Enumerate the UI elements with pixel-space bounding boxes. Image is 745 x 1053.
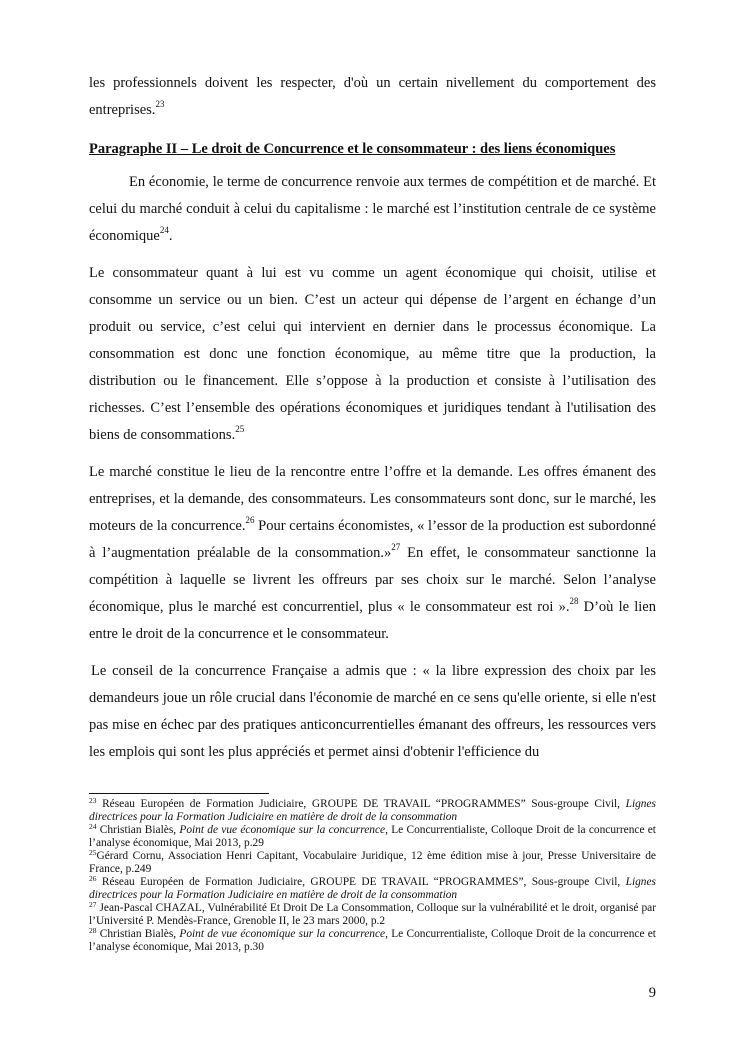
page-number: 9: [648, 985, 656, 1001]
paragraph-text: En économie, le terme de concurrence renvoie aux termes de compétition et de marché. Et celui du marché conduit à celui du capitalisme : le marché est l’institution centrale de ce système économique: [89, 174, 656, 244]
footnote-ref[interactable]: 25: [235, 424, 245, 434]
footnote-title: Lignes directrices pour la Formation Judiciaire en matière de droit de la consommation: [89, 798, 656, 823]
footnote-text: Gérard Cornu, Association Henri Capitant, Vocabulaire Juridique, 12 ème édition mise à jour, Presse Universitaire de France, p.249: [89, 850, 656, 875]
footnote-text: Christian Bialès,: [96, 824, 180, 836]
footnote-25: [89, 850, 656, 876]
footnote-number: 23: [89, 796, 97, 805]
footnote-title: Lignes directrices pour la Formation Judiciaire en matière de droit de la consommation: [89, 876, 656, 901]
paragraph-text: En effet, le consommateur sanctionne la compétition à laquelle se livrent les offreurs par ses choix sur le marché. Selon l’analyse économique, plus le marché est concurrentiel, plus « le consommateur est roi ».: [89, 545, 657, 615]
paragraph-economie: [89, 169, 656, 250]
paragraph-text: les professionnels doivent les respecter, d'où un certain nivellement du comportement des entreprises.: [89, 75, 656, 118]
paragraph-consommateur: [89, 260, 656, 449]
footnote-ref[interactable]: 26: [245, 515, 255, 525]
footnote-24: [89, 824, 656, 850]
paragraph-marche: [89, 459, 656, 648]
footnote-text: Christian Bialès,: [96, 928, 180, 940]
footnote-text: Jean-Pascal CHAZAL, Vulnérabilité Et Droit De La Consommation, Colloque sur la vulnérabilité et le droit, organisé par l’Université P. Mendès-France, Grenoble II, le 23 mars 2000, p.2: [89, 902, 656, 927]
footnote-text: Réseau Européen de Formation Judiciaire, GROUPE DE TRAVAIL “PROGRAMMES”, Sous-groupe Civil,: [96, 876, 626, 888]
paragraph-text: .: [168, 228, 173, 244]
footnote-number: 28: [89, 926, 97, 935]
footnote-ref[interactable]: 23: [155, 99, 165, 109]
footnote-number: 27: [89, 900, 97, 909]
footnote-title: Point de vue économique sur la concurrence: [179, 928, 386, 940]
footnote-27: [89, 902, 656, 928]
page-body: [89, 70, 656, 776]
paragraph-text: Pour certains économistes, « l’essor de la production est subordonné à l’augmentation préalable de la consommation.»: [89, 518, 656, 561]
footnote-23: [89, 798, 656, 824]
footnote-28: [89, 928, 656, 954]
paragraph-text: Le marché constitue le lieu de la rencontre entre l’offre et la demande. Les offres émanent des entreprises, et la demande, des consommateurs. Les consommateurs sont donc, sur le marché, les moteurs de la concurrence.: [89, 464, 656, 534]
footnote-ref[interactable]: 28: [569, 596, 579, 606]
footnote-number: 25: [89, 848, 97, 857]
footnotes: [89, 793, 656, 954]
footnote-number: 26: [89, 874, 97, 883]
footnote-text: Réseau Européen de Formation Judiciaire, GROUPE DE TRAVAIL “PROGRAMMES” Sous-groupe Civil,: [96, 798, 626, 810]
paragraph-text: D’où le lien entre le droit de la concurrence et le consommateur.: [89, 599, 656, 642]
section-heading: Paragraphe II – Le droit de Concurrence et le consommateur : des liens économiques: [89, 141, 616, 157]
footnote-text: , Le Concurrentialiste, Colloque Droit de la concurrence et l’analyse économique, Mai 2013, p.30: [89, 928, 656, 953]
paragraph-intro: [89, 70, 656, 124]
paragraph-conseil: Le conseil de la concurrence Française a admis que : « la libre expression des choix par les demandeurs joue un rôle crucial dans l'économie de marché en ce sens qu'elle oriente, si elle n'est pas mise en échec par des pratiques anticoncurrentielles émanant des offreurs, les ressources vers les emplois qui sont les plus appréciés et permet ainsi d'obtenir l'efficience du: [89, 663, 656, 760]
footnote-ref[interactable]: 27: [391, 542, 401, 552]
footnote-divider: [89, 793, 269, 794]
paragraph-text: Le consommateur quant à lui est vu comme un agent économique qui choisit, utilise et consomme un service ou un bien. C’est un acteur qui dépense de l’argent en échange d’un produit ou service, c’est celui qui intervient en dernier dans le processus économique. La consommation est donc une fonction économique, au même titre que la production, la distribution ou le financement. Elle s’oppose à la production et consiste à l’utilisation des richesses. C’est l’ensemble des opérations économiques et juridiques tendant à l'utilisation des biens de consommations.: [89, 265, 656, 443]
footnote-ref[interactable]: 24: [159, 225, 169, 235]
footnote-title: Point de vue économique sur la concurrence: [179, 824, 386, 836]
footnote-26: [89, 876, 656, 902]
footnote-text: , Le Concurrentialiste, Colloque Droit de la concurrence et l’analyse économique, Mai 2013, p.29: [89, 824, 656, 849]
footnote-number: 24: [89, 822, 97, 831]
